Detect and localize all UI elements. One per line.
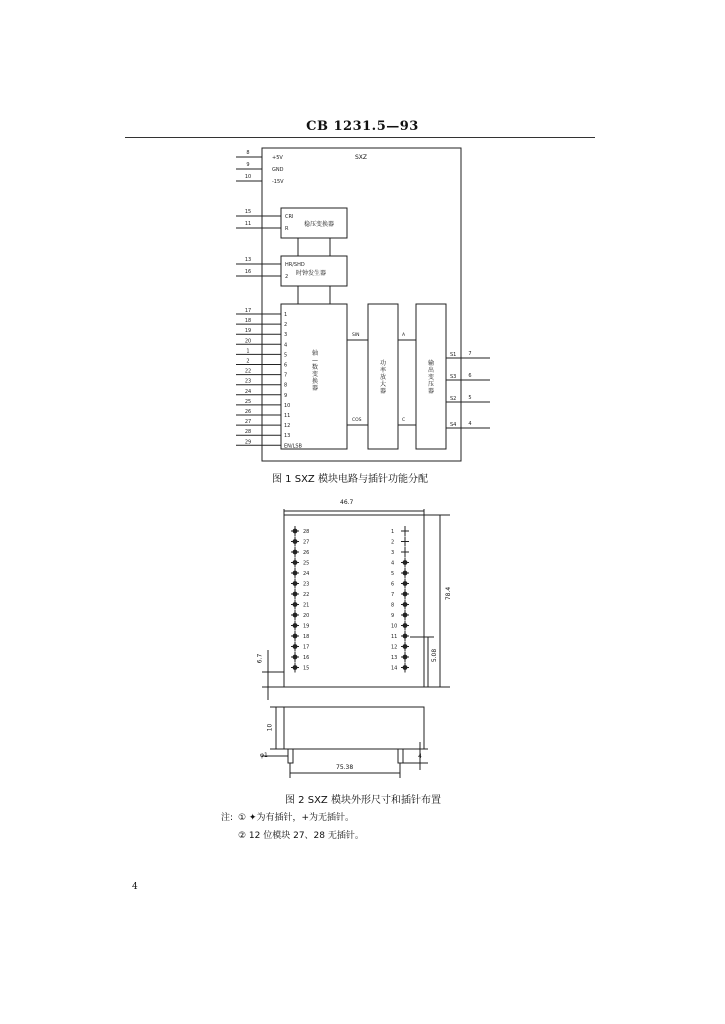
input-pin-number: 24 — [244, 388, 252, 395]
pin-length-dimension: 4 — [418, 753, 422, 760]
input-pin-number: 22 — [244, 368, 252, 375]
right-pin-marker — [401, 589, 409, 599]
figure2-caption: 图 2 SXZ 模块外形尺寸和插针布置 — [285, 795, 441, 806]
input-pin-label: 4 — [284, 342, 288, 349]
sin-signal-label: SIN — [352, 333, 360, 338]
right-pin-number: 8 — [391, 602, 395, 609]
left-pin-marker — [291, 663, 299, 673]
left-pin-number: 25 — [303, 560, 310, 567]
right-pin-marker — [401, 537, 409, 547]
power-pin-label: GND — [272, 167, 284, 173]
notes-title: 注: — [221, 813, 234, 823]
power-pin-label: -15V — [272, 179, 284, 185]
left-pin-number: 26 — [303, 550, 310, 556]
left-pin-marker — [291, 526, 299, 536]
right-pin-marker — [401, 631, 409, 641]
input-pin-number: 26 — [244, 409, 252, 415]
input-pin-label: 3 — [284, 332, 288, 339]
left-pin-marker — [291, 600, 299, 610]
voltage-regulator-label: 稳压变换器 — [304, 221, 335, 228]
pin-span-dimension: 75.38 — [336, 764, 354, 771]
input-pin-label: 5 — [284, 352, 288, 359]
right-pin-marker — [401, 642, 409, 652]
right-pin-number: 11 — [391, 634, 398, 640]
right-pin-number: 2 — [391, 539, 395, 546]
input-pin-label: 11 — [284, 413, 291, 419]
left-pin-number: 24 — [303, 571, 310, 577]
left-offset-dimension: 6.7 — [256, 653, 264, 664]
right-pin-number: 10 — [391, 623, 398, 630]
right-pin-marker — [401, 621, 409, 631]
left-pin-number: 20 — [303, 613, 310, 619]
right-pin-number: 5 — [391, 571, 395, 577]
right-pin-number: 1 — [391, 529, 395, 535]
input-pin-number: 28 — [244, 429, 252, 436]
right-pin-marker — [401, 652, 409, 662]
height-dimension: 78.4 — [445, 586, 453, 601]
side-pin-right — [398, 749, 403, 763]
right-pin-marker — [401, 526, 409, 536]
figure1-caption: 图 1 SXZ 模块电路与插针功能分配 — [272, 474, 428, 485]
note-item-1: ① ✦为有插针，+为无插针。 — [238, 813, 355, 823]
module-side-view — [284, 707, 424, 749]
left-pin-number: 18 — [303, 634, 310, 640]
output-pin-label: S2 — [450, 396, 457, 402]
input-pin-number: 25 — [244, 398, 252, 405]
block1-pin-label: R — [285, 226, 289, 232]
power-pin-label: +5V — [272, 155, 283, 161]
left-pin-number: 22 — [303, 592, 310, 598]
right-pin-marker — [401, 558, 409, 568]
width-dimension: 46.7 — [340, 499, 354, 506]
left-pin-marker — [291, 568, 299, 578]
block2-pin-number: 16 — [244, 269, 252, 275]
block1-pin-number: 15 — [244, 209, 252, 215]
right-pin-number: 13 — [391, 655, 398, 661]
right-pin-marker — [401, 610, 409, 620]
output-pin-number: 4 — [468, 421, 472, 427]
output-pin-number: 5 — [468, 395, 472, 401]
input-pin-label: 12 — [284, 423, 291, 430]
right-pin-number: 3 — [391, 550, 395, 556]
input-pin-number: 19 — [244, 328, 252, 335]
input-pin-label: 13 — [284, 433, 291, 440]
input-pin-label: 8 — [284, 382, 288, 389]
input-pin-label: 9 — [284, 392, 288, 399]
left-pin-marker — [291, 610, 299, 620]
input-pin-number: 1 — [246, 348, 250, 355]
pin-offset-dimension: 5.08 — [431, 648, 439, 663]
output-pin-label: S3 — [450, 374, 457, 380]
output-transformer-label: 输出变压器 — [428, 360, 435, 395]
module-name-label: SXZ — [355, 154, 368, 161]
cos-signal-label: COS — [352, 418, 362, 423]
input-pin-number: 2 — [246, 358, 250, 365]
output-pin-number: 7 — [468, 351, 472, 357]
right-pin-number: 9 — [391, 613, 395, 619]
power-pin-number: 10 — [244, 174, 252, 180]
c-signal-label: C — [402, 418, 406, 423]
input-pin-number: 29 — [244, 439, 252, 446]
page-number: 4 — [132, 882, 138, 892]
input-pin-label: 10 — [284, 402, 291, 409]
left-pin-number: 17 — [303, 644, 310, 651]
right-pin-number: 4 — [391, 560, 395, 567]
figure2-outline — [262, 509, 453, 778]
left-pin-number: 15 — [303, 665, 310, 672]
right-pin-marker — [401, 579, 409, 589]
a-signal-label: A — [402, 333, 406, 338]
left-pin-marker — [291, 621, 299, 631]
block2-pin-number: 13 — [244, 257, 252, 263]
right-pin-marker — [401, 600, 409, 610]
right-pin-marker — [401, 568, 409, 578]
note-item-2: ② 12 位模块 27、28 无插针。 — [238, 831, 364, 841]
right-pin-number: 14 — [391, 665, 398, 672]
standard-code-header: CB 1231.5—93 — [306, 119, 419, 134]
left-pin-marker — [291, 642, 299, 652]
output-pin-label: S4 — [450, 422, 457, 428]
input-pin-number: 18 — [244, 318, 252, 325]
thickness-dimension: 10 — [266, 723, 274, 732]
power-pin-number: 8 — [246, 150, 250, 156]
input-pin-label: 7 — [284, 372, 288, 379]
left-pin-number: 27 — [303, 539, 310, 546]
power-amplifier-label: 功率放大器 — [380, 360, 387, 395]
pin-diameter-dimension: φ1 — [260, 752, 268, 759]
power-pin-number: 9 — [246, 162, 250, 168]
figure1-diagram — [262, 148, 461, 461]
left-pin-marker — [291, 558, 299, 568]
left-pin-marker — [291, 652, 299, 662]
input-pin-label: 2 — [284, 322, 288, 329]
input-pin-label: 6 — [284, 362, 288, 369]
left-pin-number: 19 — [303, 623, 310, 630]
converter-label: 轴—数变换器 — [312, 350, 319, 392]
right-pin-number: 12 — [391, 644, 398, 651]
input-pin-label: EN/LSB — [284, 443, 302, 450]
output-pin-number: 6 — [468, 373, 472, 379]
right-pin-marker — [401, 547, 409, 557]
side-pin-left — [288, 749, 293, 763]
block1-pin-number: 11 — [244, 221, 252, 227]
left-pin-marker — [291, 547, 299, 557]
input-pin-number: 27 — [244, 419, 252, 426]
output-pin-label: S1 — [450, 352, 457, 358]
left-pin-number: 28 — [303, 529, 310, 535]
input-pin-number: 23 — [244, 378, 252, 385]
input-pin-number: 17 — [244, 308, 252, 314]
left-pin-number: 23 — [303, 581, 310, 588]
left-pin-marker — [291, 537, 299, 547]
input-pin-label: 1 — [284, 312, 288, 318]
right-pin-number: 7 — [391, 592, 395, 598]
clock-generator-label: 时钟发生器 — [296, 270, 327, 277]
left-pin-marker — [291, 631, 299, 641]
left-pin-marker — [291, 579, 299, 589]
input-pin-number: 20 — [244, 338, 252, 345]
left-pin-number: 16 — [303, 655, 310, 661]
block1-pin-label: CRI — [285, 214, 294, 220]
block2-pin-label: 2 — [285, 274, 289, 280]
right-pin-marker — [401, 663, 409, 673]
block2-pin-label: HR/SHD — [285, 262, 305, 268]
right-pin-number: 6 — [391, 581, 395, 588]
left-pin-marker — [291, 589, 299, 599]
left-pin-number: 21 — [303, 602, 310, 609]
